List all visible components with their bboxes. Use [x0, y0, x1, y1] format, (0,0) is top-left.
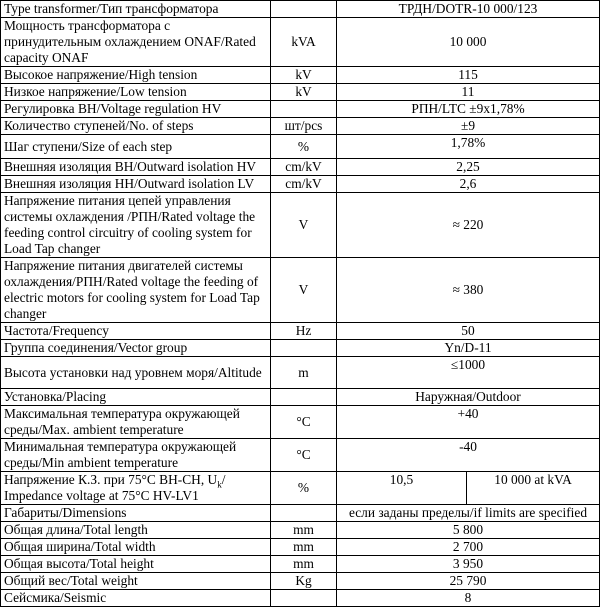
- table-row: [1, 193, 600, 258]
- row-unit: m: [271, 357, 337, 389]
- row-unit: [271, 590, 337, 607]
- row-unit: kVA: [271, 18, 337, 67]
- row-unit: mm: [271, 539, 337, 556]
- row-label: Общая ширина/Total width: [1, 539, 271, 556]
- row-unit: mm: [271, 522, 337, 539]
- table-row: [1, 101, 600, 118]
- row-value: Yn/D-11: [337, 340, 600, 357]
- row-unit: [271, 340, 337, 357]
- table-row: [1, 439, 600, 472]
- impedance-rating: 10 000 at kVA: [467, 472, 600, 505]
- table-row: [1, 539, 600, 556]
- row-label: Напряжение питания цепей управления системы охлаждения /РПН/Rated voltage the feeding control circuitry of cooling system for Load Tap changer: [1, 193, 271, 258]
- row-unit: cm/kV: [271, 176, 337, 193]
- row-value: ≤1000: [337, 357, 600, 389]
- row-value: 8: [337, 590, 600, 607]
- row-label: Количество ступеней/No. of steps: [1, 118, 271, 135]
- impedance-label-rest: / Impedance voltage at 75°C HV-LV1: [4, 472, 226, 503]
- row-label: Сейсмика/Seismic: [1, 590, 271, 607]
- table-row: [1, 406, 600, 439]
- impedance-label-subscript: k: [217, 479, 222, 490]
- row-value: ±9: [337, 118, 600, 135]
- row-unit: kV: [271, 84, 337, 101]
- table-row: [1, 135, 600, 159]
- row-unit: шт/pcs: [271, 118, 337, 135]
- row-label: Общий вес/Total weight: [1, 573, 271, 590]
- row-label: Общая высота/Total height: [1, 556, 271, 573]
- row-value: 25 790: [337, 573, 600, 590]
- row-label: Установка/Placing: [1, 389, 271, 406]
- row-unit: V: [271, 258, 337, 323]
- row-unit: %: [271, 472, 337, 505]
- row-value: ТРДН/DOTR-10 000/123: [337, 1, 600, 18]
- row-unit: [271, 505, 337, 522]
- table-row: [1, 556, 600, 573]
- row-label: Регулировка ВН/Voltage regulation HV: [1, 101, 271, 118]
- table-row: [1, 340, 600, 357]
- row-label: Частота/Frequency: [1, 323, 271, 340]
- row-value: Наружная/Outdoor: [337, 389, 600, 406]
- row-value: 50: [337, 323, 600, 340]
- row-unit: cm/kV: [271, 159, 337, 176]
- row-unit: kV: [271, 67, 337, 84]
- table-row: [1, 84, 600, 101]
- dimensions-header-row: [1, 505, 600, 522]
- row-label: Минимальная температура окружающей среды/Min ambient temperature: [1, 439, 271, 472]
- table-row: [1, 18, 600, 67]
- row-value: ≈ 380: [337, 258, 600, 323]
- row-label: Максимальная температура окружающей среды/Max. ambient temperature: [1, 406, 271, 439]
- row-value: 2,6: [337, 176, 600, 193]
- row-value: 10 000: [337, 18, 600, 67]
- row-label: [1, 472, 271, 505]
- row-label: Группа соединения/Vector group: [1, 340, 271, 357]
- row-unit: Hz: [271, 323, 337, 340]
- dimensions-note: если заданы пределы/if limits are specified: [337, 505, 600, 522]
- row-unit: [271, 101, 337, 118]
- row-label: Общая длина/Total length: [1, 522, 271, 539]
- table-row: [1, 159, 600, 176]
- table-row: [1, 258, 600, 323]
- table-row: [1, 1, 600, 18]
- row-unit: °C: [271, 439, 337, 472]
- row-value: -40: [337, 439, 600, 472]
- row-label: Шаг ступени/Size of each step: [1, 135, 271, 159]
- row-value: 1,78%: [337, 135, 600, 159]
- row-label: Мощность трансформатора с принудительным охлаждением ONAF/Rated capacity ONAF: [1, 18, 271, 67]
- row-value: ≈ 220: [337, 193, 600, 258]
- row-value: 2,25: [337, 159, 600, 176]
- row-unit: mm: [271, 556, 337, 573]
- row-label: Напряжение питания двигателей системы охлаждения/РПН/Rated voltage the feeding of electric motors for cooling system for Load Tap changer: [1, 258, 271, 323]
- row-label: Внешняя изоляция НН/Outward isolation LV: [1, 176, 271, 193]
- table-row: [1, 323, 600, 340]
- table-row: [1, 522, 600, 539]
- row-value: РПН/LTC ±9х1,78%: [337, 101, 600, 118]
- dimensions-label: Габариты/Dimensions: [1, 505, 271, 522]
- impedance-value: 10,5: [337, 472, 467, 505]
- table-row: [1, 118, 600, 135]
- row-value: 3 950: [337, 556, 600, 573]
- row-unit: Kg: [271, 573, 337, 590]
- row-value: 11: [337, 84, 600, 101]
- table-row: [1, 357, 600, 389]
- table-row: [1, 67, 600, 84]
- table-row: [1, 573, 600, 590]
- row-unit: [271, 389, 337, 406]
- row-label: Type transformer/Тип трансформатора: [1, 1, 271, 18]
- row-value: +40: [337, 406, 600, 439]
- row-label: Высокое напряжение/High tension: [1, 67, 271, 84]
- impedance-label-main: Напряжение К.З. при 75°С ВН-СН, U: [4, 472, 218, 487]
- table-row: [1, 176, 600, 193]
- table-row: [1, 590, 600, 607]
- row-value: 5 800: [337, 522, 600, 539]
- row-label: Внешняя изоляция ВН/Outward isolation HV: [1, 159, 271, 176]
- row-unit: %: [271, 135, 337, 159]
- row-label: Высота установки над уровнем моря/Altitude: [1, 357, 271, 389]
- row-value: 115: [337, 67, 600, 84]
- row-unit: °C: [271, 406, 337, 439]
- table-row: [1, 389, 600, 406]
- row-value: 2 700: [337, 539, 600, 556]
- row-label: Низкое напряжение/Low tension: [1, 84, 271, 101]
- row-unit: [271, 1, 337, 18]
- impedance-row: [1, 472, 600, 505]
- row-unit: V: [271, 193, 337, 258]
